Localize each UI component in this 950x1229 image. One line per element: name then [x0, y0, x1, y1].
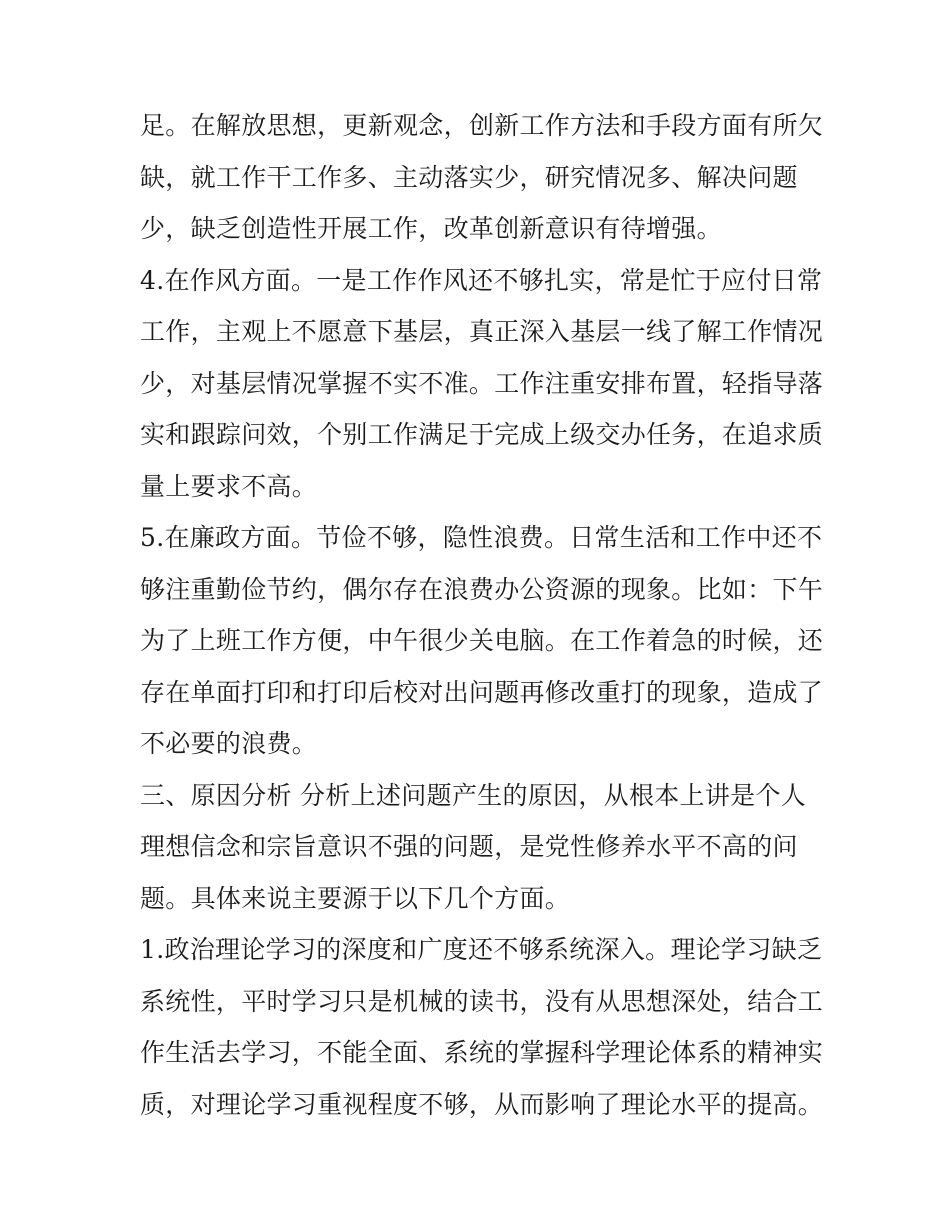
text-line: 存在单面打印和打印后校对出问题再修改重打的现象，造成了 [140, 677, 824, 707]
text-line: 足。在解放思想，更新观念，创新工作方法和手段方面有所欠 [140, 111, 824, 140]
text-line: 5.在廉政方面。节俭不够，隐性浪费。日常生活和工作中还不 [140, 523, 823, 552]
text-line: 为了上班工作方便，中午很少关电脑。在工作着急的时候，还 [140, 626, 824, 655]
text-line: 题。具体来说主要源于以下几个方面。 [140, 883, 571, 913]
text-line: 三、原因分析 分析上述问题产生的原因，从根本上讲是个人 [140, 780, 807, 810]
text-line: 系统性，平时学习只是机械的读书，没有从思想深处，结合工 [140, 986, 824, 1016]
text-line: 不必要的浪费。 [140, 729, 318, 758]
text-line: 够注重勤俭节约，偶尔存在浪费办公资源的现象。比如：下午 [140, 574, 824, 604]
text-line: 实和跟踪问效，个别工作满足于完成上级交办任务，在追求质 [140, 420, 824, 449]
document-body [140, 100, 824, 1130]
text-line: 量上要求不高。 [140, 471, 318, 501]
text-line: 作生活去学习，不能全面、系统的掌握科学理论体系的精神实 [140, 1038, 824, 1067]
text-line: 质，对理论学习重视程度不够，从而影响了理论水平的提高。 [140, 1089, 824, 1119]
text-line: 4.在作风方面。一是工作作风还不够扎实，常是忙于应付日常 [140, 265, 823, 295]
text-line: 少，对基层情况掌握不实不准。工作注重安排布置，轻指导落 [140, 368, 824, 398]
text-line: 工作，主观上不愿意下基层，真正深入基层一线了解工作情况 [140, 317, 824, 346]
text-line: 缺，就工作干工作多、主动落实少，研究情况多、解决问题 [140, 162, 798, 192]
text-line: 少，缺乏创造性开展工作，改革创新意识有待增强。 [140, 214, 722, 243]
text-line: 1.政治理论学习的深度和广度还不够系统深入。理论学习缺乏 [140, 935, 823, 964]
text-line: 理想信念和宗旨意识不强的问题，是党性修养水平不高的问 [140, 832, 798, 861]
